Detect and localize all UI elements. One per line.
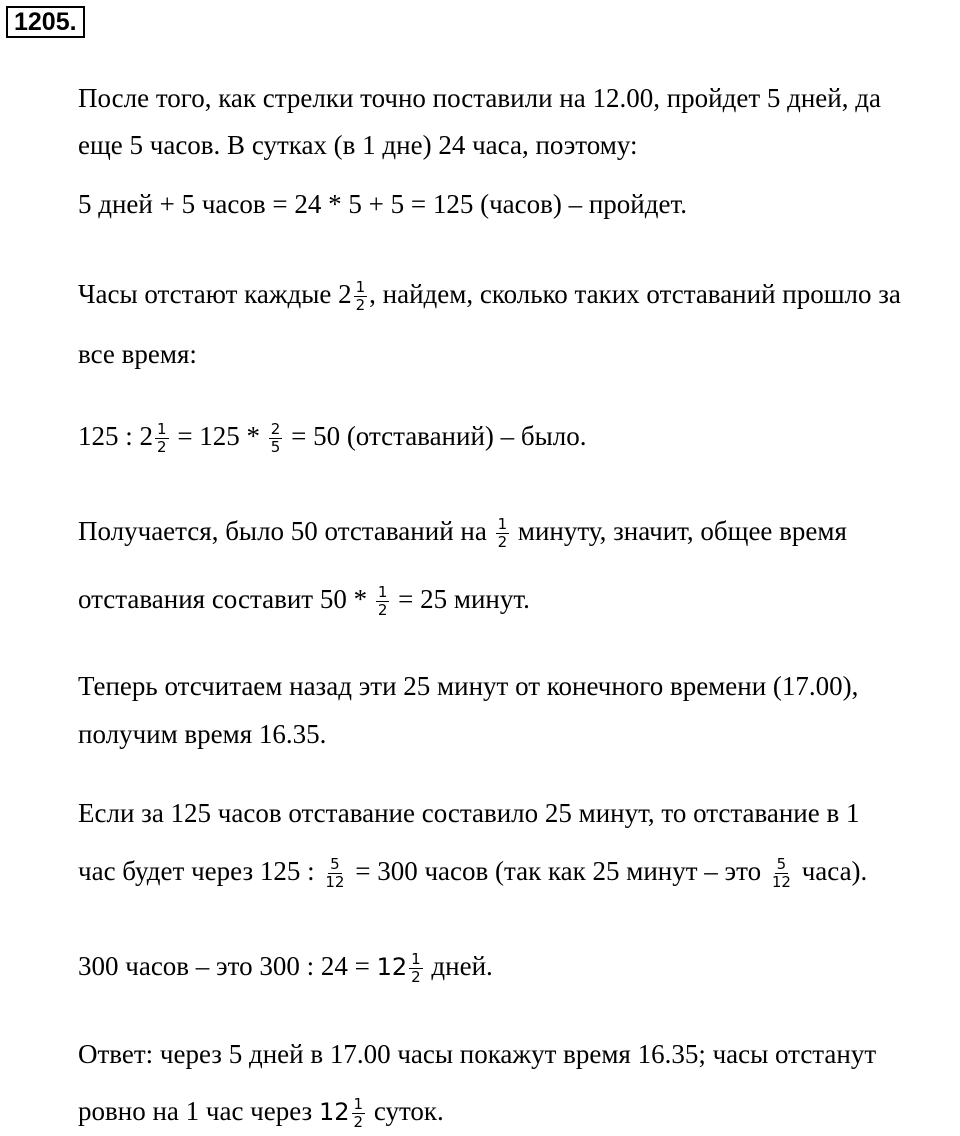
text-line-5: все время:	[78, 339, 197, 369]
text-line-10: получим время 16.35.	[78, 719, 327, 749]
fraction-one-half: $\frac{1}{2}$	[157, 420, 167, 457]
fraction-one-half: $\frac{1}{2}$	[353, 1095, 364, 1132]
fraction-one-half: $\frac{1}{2}$	[411, 950, 421, 987]
text-line-4: Часы отстают каждые 2 $\frac{1}{2}$ , найдем, сколько таких отставаний прошло за	[78, 278, 901, 315]
fraction-two-fifths: $\frac{2}{5}$	[270, 420, 281, 457]
text-line-14: Ответ: через 5 дней в 17.00 часы покажут время 16.35; часы отстанут	[78, 1039, 877, 1069]
problem-number: 1205.	[6, 6, 85, 38]
text-line-1: После того, как стрелки точно поставили на 12.00, пройдет 5 дней, да	[78, 83, 881, 113]
text-line-13: 300 часов – это 300 : 24 = 12 $\frac{1}{2}$ дней.	[78, 950, 493, 987]
fraction-five-twelfths: $\frac{5}{12}$	[771, 855, 791, 892]
text-line-11: Если за 125 часов отставание составило 25 минут, то отставание в 1	[78, 798, 860, 828]
fraction-one-half: $\frac{1}{2}$	[355, 278, 366, 315]
fraction-one-half: $\frac{1}{2}$	[497, 515, 508, 552]
text-line-8: отставания составит 50 * $\frac{1}{2}$ = 25 минут.	[78, 583, 530, 620]
text-line-3: 5 дней + 5 часов = 24 * 5 + 5 = 125 (часов) – пройдет.	[78, 189, 687, 219]
fraction-one-half: $\frac{1}{2}$	[377, 583, 388, 620]
text-line-2: еще 5 часов. В сутках (в 1 дне) 24 часа, поэтому:	[78, 130, 638, 160]
text-line-7: Получается, было 50 отставаний на $\frac{1}{2}$ минуту, значит, общее время	[78, 515, 847, 552]
text-line-9: Теперь отсчитаем назад эти 25 минут от конечного времени (17.00),	[78, 671, 859, 701]
text-line-12: час будет через 125 : $\frac{5}{12}$ = 300 часов (так как 25 минут – это $\frac{5}{12}$ часа).	[78, 855, 868, 892]
text-line-6: 125 : 2 $\frac{1}{2}$ = 125 * $\frac{2}{5}$ = 50 (отставаний) – было.	[78, 420, 587, 457]
text-line-15: ровно на 1 час через 12 $\frac{1}{2}$ суток.	[78, 1095, 444, 1132]
fraction-five-twelfths: $\frac{5}{12}$	[325, 855, 345, 892]
